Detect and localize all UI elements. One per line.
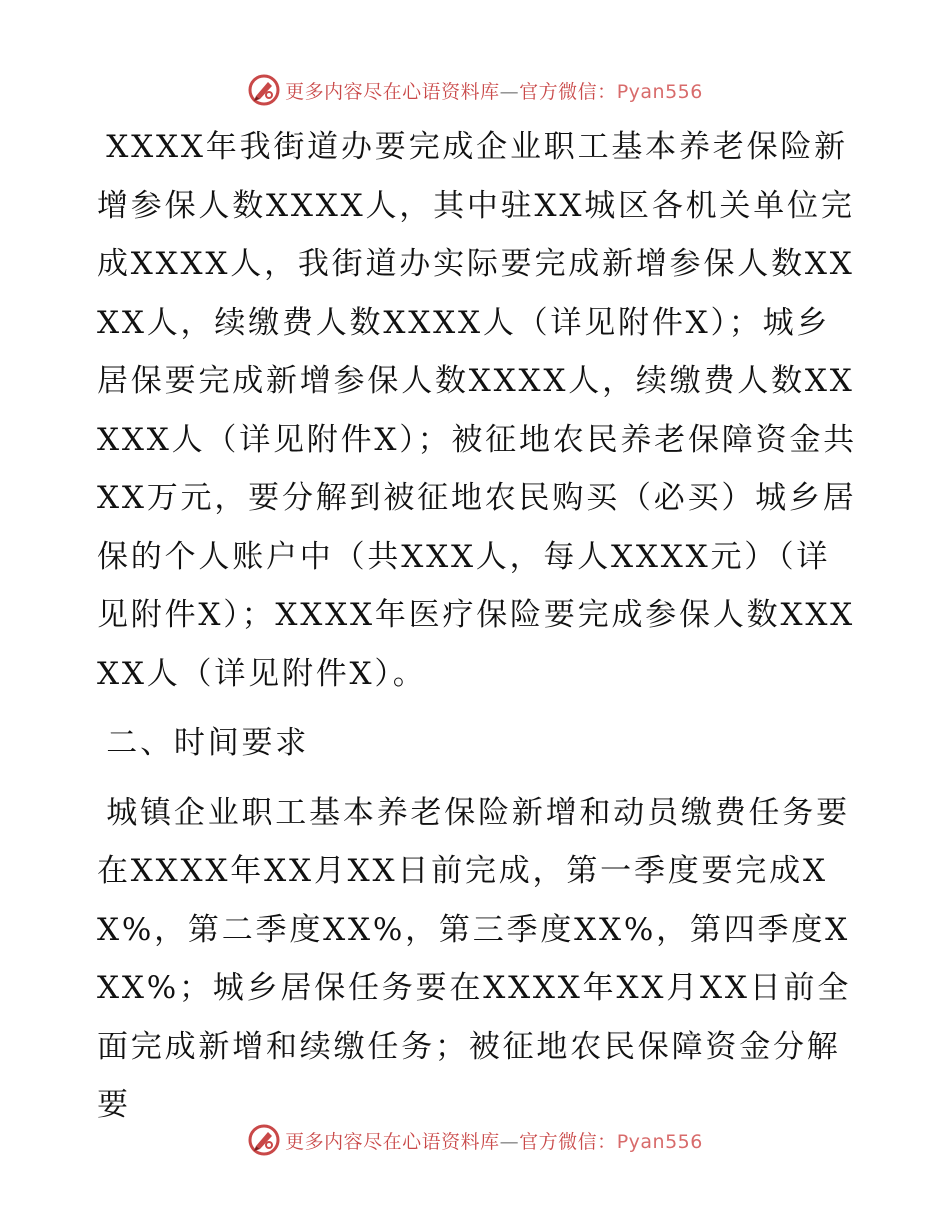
watermark-handle: Pyan556 (616, 1130, 703, 1153)
watermark-separator: — (499, 1130, 520, 1153)
watermark-brand: 更多内容尽在心语资料库 (285, 1130, 500, 1153)
paragraph-time-requirements: 城镇企业职工基本养老保险新增和动员缴费任务要在XXXX年XX月XX日前完成，第一季度要完成XX%，第二季度XX%，第三季度XX%，第四季度XXX%；城乡居保任务要在XXXX年XX月XX日前全面完成新增和续缴任务；被征地农民保障资金分解要 (97, 794, 852, 1123)
header-watermark (0, 70, 950, 110)
footer-watermark (0, 1120, 950, 1160)
section-heading-time-requirements: 二、时间要求 (106, 725, 310, 761)
pen-logo-icon (247, 73, 281, 107)
paragraph-targets: XXXX年我街道办要完成企业职工基本养老保险新增参保人数XXXX人，其中驻XX城区各机关单位完成XXXX人，我街道办实际要完成新增参保人数XXXX人，续缴费人数XXXX人（详见附件X）；城乡居保要完成新增参保人数XXXX人，续缴费人数XXXXX人（详见附件X）；被征地农民养老保障资金共XX万元，要分解到被征地农民购买（必买）城乡居保的个人账户中（共XXX人，每人XXXX元）（详见附件X）；XXXX年医疗保险要完成参保人数XXXXX人（详见附件X）。 (97, 129, 857, 692)
watermark-text (285, 1127, 703, 1154)
watermark-brand: 更多内容尽在心语资料库 (285, 80, 500, 103)
watermark-handle: Pyan556 (616, 80, 703, 103)
watermark-separator: — (499, 80, 520, 103)
watermark-text (285, 77, 703, 104)
watermark-label: 官方微信： (519, 1130, 617, 1153)
watermark-label: 官方微信： (519, 80, 617, 103)
document-body (97, 118, 857, 1146)
pen-logo-icon (247, 1123, 281, 1157)
